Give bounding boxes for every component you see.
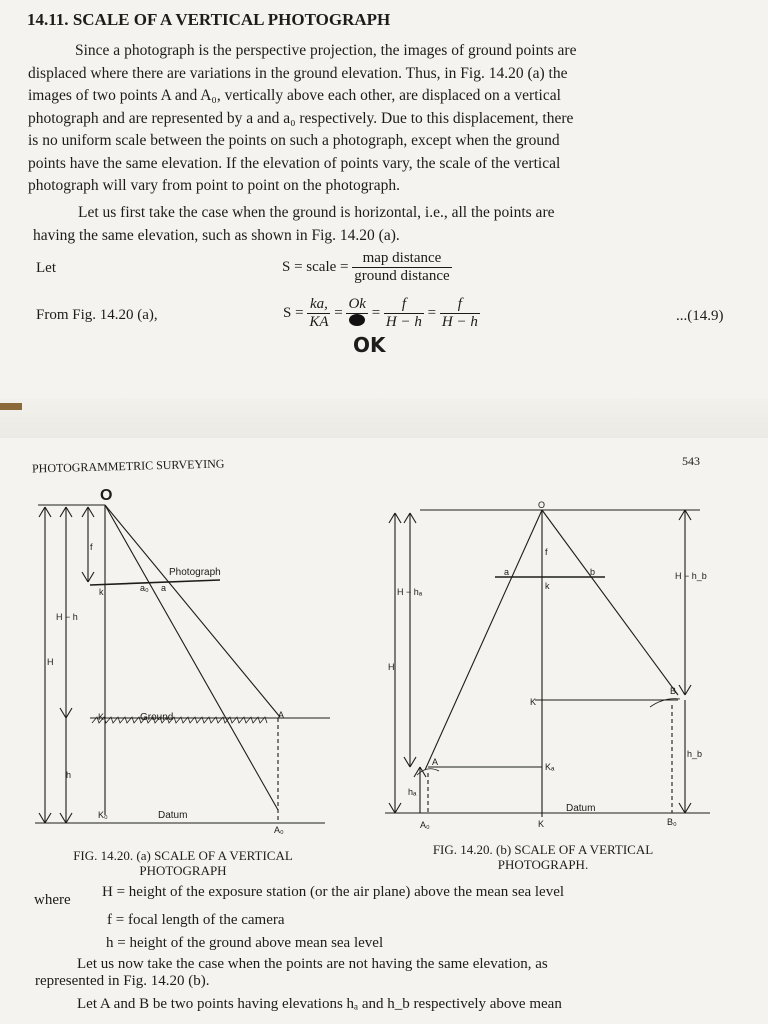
eq2-f4-den: H − h	[441, 314, 478, 330]
eq2-f4-num: f	[440, 296, 480, 314]
paragraph-1	[28, 40, 736, 198]
label-O: O	[538, 500, 546, 510]
label-k: k	[99, 587, 104, 597]
ray-O-A	[105, 505, 280, 717]
label-ground: Ground	[140, 712, 174, 723]
eq2-f3-den: H − h	[385, 314, 422, 330]
section-title: SCALE OF A VERTICAL PHOTOGRAPH	[72, 10, 391, 29]
label-datum: Datum	[566, 803, 596, 814]
equals-sign: =	[371, 304, 381, 321]
page-edge	[0, 403, 22, 410]
where-label: where	[34, 892, 71, 908]
label-Ka: Kₐ	[545, 762, 555, 772]
caption-b-line: PHOTOGRAPH.	[497, 857, 589, 872]
label-K: K	[98, 712, 105, 722]
label-H-minus-h: H − h	[56, 612, 78, 622]
section-number: 14.11.	[27, 10, 69, 29]
label-H-minus-ha: H − hₐ	[397, 587, 423, 597]
equation-scale-expanded	[283, 296, 480, 331]
eq1-fraction	[352, 250, 451, 285]
label-a: a	[161, 583, 167, 593]
paragraph-3	[35, 956, 735, 990]
label-hb: h_b	[687, 749, 703, 759]
label-K-bottom: K	[538, 819, 545, 829]
handwritten-note: OK	[353, 333, 386, 357]
para1-line: photograph and are represented by a and a₀ respectively. Due to this displacement, there	[28, 109, 574, 127]
label-H: H	[47, 657, 54, 667]
definition-h: h = height of the ground above mean sea level	[106, 935, 384, 951]
eq1-lhs: S = scale =	[282, 258, 349, 275]
ray-O-A	[425, 510, 542, 770]
equals-sign: =	[334, 304, 343, 321]
equals-sign: =	[427, 304, 437, 321]
let-label: Let	[36, 260, 56, 276]
label-A0: A₀	[420, 820, 430, 830]
label-b: b	[590, 567, 596, 577]
para1-line: points have the same elevation. If the elevation of points vary, the scale of the vertical	[28, 154, 561, 172]
photograph-line	[90, 580, 220, 585]
caption-a	[48, 848, 318, 878]
eq2-fraction-3	[384, 296, 424, 331]
eq2-f1-num: ka,	[307, 296, 330, 314]
label-A: A	[278, 710, 285, 720]
eq2-fraction-4	[440, 296, 480, 331]
para1-line: displaced where there are variations in the ground elevation. Thus, in Fig. 14.20 (a) the	[28, 64, 568, 82]
para1-line: images of two points A and A₀, vertically above each other, are displaced on a vertical	[28, 87, 561, 104]
equation-number: ...(14.9)	[676, 308, 724, 324]
caption-b	[398, 842, 688, 872]
caption-a-line: FIG. 14.20. (a) SCALE OF A VERTICAL	[73, 848, 293, 863]
ink-blot	[346, 314, 368, 331]
label-datum: Datum	[158, 810, 188, 821]
figure-14-20-a	[30, 485, 340, 840]
para3-line: Let us now take the case when the points are not having the same elevation, as	[77, 956, 548, 972]
label-A: A	[432, 757, 439, 767]
eq2-f2-num: Ok	[348, 296, 366, 312]
label-a: a	[504, 567, 510, 577]
definition-H: H = height of the exposure station (or the air plane) above the mean sea level	[102, 884, 565, 900]
eq1-denominator: ground distance	[354, 268, 450, 284]
eq2-s: S =	[283, 304, 304, 321]
para3-line: represented in Fig. 14.20 (b).	[35, 973, 210, 989]
page-gap	[0, 398, 768, 438]
eq2-fraction-2	[346, 296, 368, 331]
ray-O-B	[542, 510, 678, 695]
para1-line: photograph will vary from point to point on the photograph.	[28, 177, 400, 194]
label-B: B	[670, 686, 677, 696]
label-A0: A₀	[274, 825, 284, 835]
eq2-f1-den: KA	[309, 314, 329, 330]
from-label: From Fig. 14.20 (a),	[36, 307, 158, 323]
label-a0: a₀	[140, 583, 149, 593]
label-f: f	[545, 547, 548, 557]
label-photograph: Photograph	[169, 567, 221, 578]
label-h: h	[66, 770, 72, 780]
paragraph-2	[33, 202, 736, 247]
running-header: PHOTOGRAMMETRIC SURVEYING	[31, 456, 225, 476]
label-K: K	[530, 697, 537, 707]
eq2-fraction-1	[307, 296, 330, 331]
para2-line: Let us first take the case when the ground is horizontal, i.e., all the points are	[78, 204, 555, 221]
paragraph-4: Let A and B be two points having elevations hₐ and h_b respectively above mean	[77, 996, 562, 1012]
para1-line: is no uniform scale between the points on such a photograph, except when the ground	[28, 132, 560, 149]
label-ha: hₐ	[408, 787, 417, 797]
eq1-numerator: map distance	[352, 250, 451, 268]
label-O: O	[100, 487, 113, 504]
equation-scale	[282, 250, 452, 285]
page-number: 543	[682, 454, 700, 468]
label-B0: B₀	[667, 817, 677, 827]
figure-14-20-b	[380, 495, 720, 835]
eq2-f3-num: f	[384, 296, 424, 314]
ray-O-A0	[105, 505, 278, 810]
definition-f: f = focal length of the camera	[107, 912, 285, 928]
label-K0: K₀	[98, 810, 108, 820]
caption-a-line: PHOTOGRAPH	[139, 863, 227, 878]
para2-line: having the same elevation, such as shown in Fig. 14.20 (a).	[33, 226, 400, 244]
label-f: f	[90, 542, 93, 552]
label-k: k	[545, 581, 550, 591]
section-heading	[27, 10, 390, 30]
para1-line: Since a photograph is the perspective projection, the images of ground points are	[75, 42, 577, 59]
caption-b-line: FIG. 14.20. (b) SCALE OF A VERTICAL	[432, 842, 654, 857]
label-H-minus-hb: H − h_b	[675, 571, 707, 581]
label-H: H	[388, 662, 395, 672]
